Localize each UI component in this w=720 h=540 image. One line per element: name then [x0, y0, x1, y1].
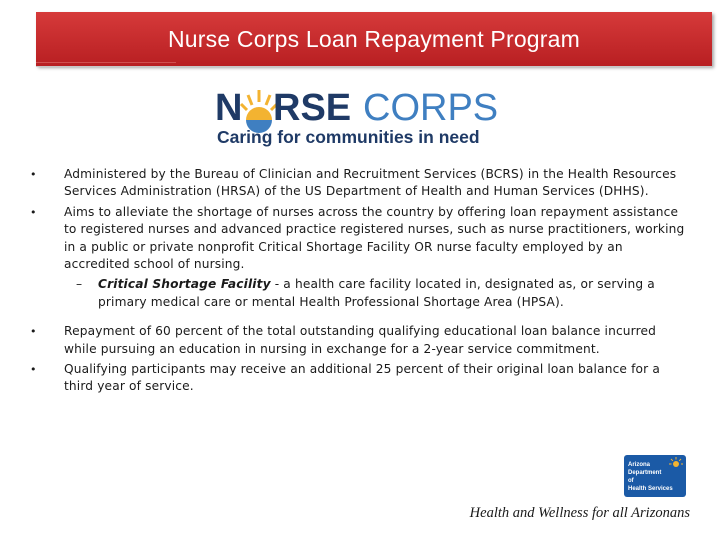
- sub-bullet-term: Critical Shortage Facility: [98, 277, 271, 292]
- bullet-marker: •: [30, 325, 37, 339]
- title-divider-rule: [36, 66, 712, 67]
- logo-letter-n: N: [215, 87, 243, 129]
- bullet-marker: •: [30, 168, 37, 181]
- sub-bullet-item: [30, 276, 690, 311]
- footer-tagline: Health and Wellness for all Arizonans: [469, 505, 690, 521]
- logo-tagline: Caring for communities in need: [217, 127, 480, 147]
- az-logo-line2: Department: [628, 470, 662, 476]
- sub-bullet-marker: –: [76, 277, 83, 292]
- az-logo-line1: Arizona: [628, 462, 651, 468]
- bullet-text: Administered by the Bureau of Clinician and Recruitment Services (BCRS) in the Health Resources Services Administration (HRSA) of the US Department of Health and Human Services (DHHS).: [64, 167, 677, 199]
- bullet-text: Repayment of 60 percent of the total outstanding qualifying educational loan balance incurred while pursuing an education in nursing in exchange for a 2-year service commitment.: [64, 324, 657, 356]
- title-bar: [36, 12, 712, 66]
- nurse-corps-logo: [215, 86, 515, 148]
- bullet-marker: •: [30, 363, 37, 377]
- az-logo-line3: of: [628, 478, 634, 484]
- bullet-item: [30, 204, 690, 274]
- bullet-item: [30, 323, 690, 358]
- logo-letters-rse: RSE: [273, 87, 352, 129]
- logo-letters-corps: CORPS: [363, 87, 499, 129]
- bullet-text: Aims to alleviate the shortage of nurses across the country by offering loan repayment assistance to registered nurses and advanced practice registered nurses, such as nurse practitioners, working in a public or private nonprofit Critical Shortage Facility OR nurse faculty employed by an accredited school of nursing.: [64, 204, 685, 272]
- bullet-list: [30, 166, 690, 399]
- bullet-item: [30, 361, 690, 396]
- bullet-marker: •: [30, 205, 37, 219]
- slide-title: Nurse Corps Loan Repayment Program: [167, 25, 581, 52]
- arizona-dhs-logo: [624, 455, 686, 497]
- bullet-item: [30, 166, 690, 201]
- bullet-text: Qualifying participants may receive an additional 25 percent of their original loan balance for a third year of service.: [64, 362, 660, 394]
- az-logo-line4: Health Services: [628, 486, 673, 492]
- title-accent-rule: [36, 62, 176, 63]
- sub-bullet-text: - a health care facility located in, designated as, or serving a primary medical care or mental Health Professional Shortage Area (HPSA).: [98, 277, 655, 309]
